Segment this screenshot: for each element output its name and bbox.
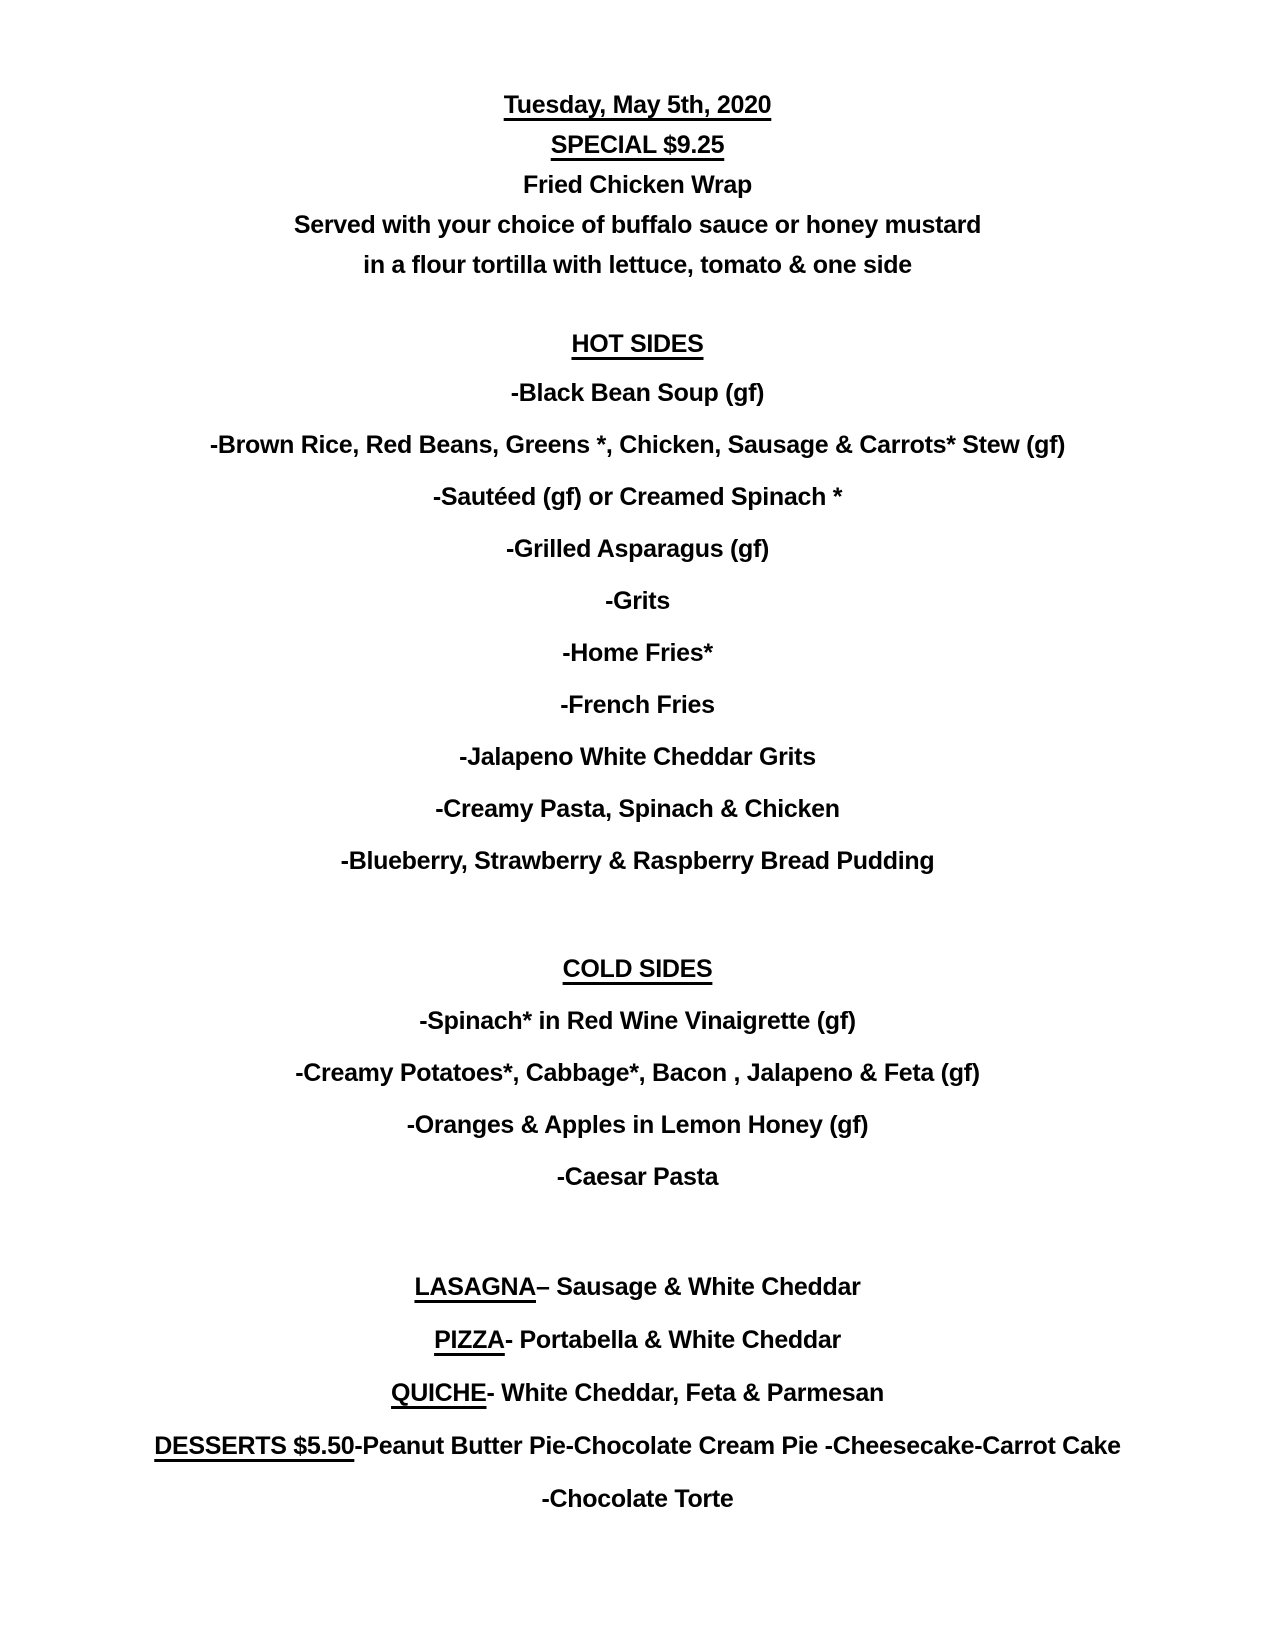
hot-sides-heading-text: HOT SIDES bbox=[571, 330, 704, 358]
cold-sides-heading-text: COLD SIDES bbox=[562, 955, 713, 983]
desserts-extra-item: -Chocolate Torte bbox=[541, 1485, 734, 1513]
spacer bbox=[60, 1203, 1215, 1261]
spacer bbox=[60, 285, 1215, 321]
entree-pizza-label: PIZZA bbox=[434, 1326, 505, 1354]
cold-side-item: -Caesar Pasta bbox=[556, 1163, 719, 1191]
entrees-section bbox=[60, 1261, 1215, 1526]
desserts-label: DESSERTS $5.50 bbox=[154, 1432, 355, 1460]
entree-quiche-label: QUICHE bbox=[391, 1379, 487, 1407]
entree-lasagna-label: LASAGNA bbox=[414, 1273, 536, 1301]
hot-side-item: -Jalapeno White Cheddar Grits bbox=[459, 743, 816, 771]
hot-side-item: -French Fries bbox=[560, 691, 715, 719]
hot-side-item: -Brown Rice, Red Beans, Greens *, Chicken, Sausage & Carrots* Stew (gf) bbox=[209, 431, 1066, 459]
hot-side-item: -Black Bean Soup (gf) bbox=[510, 379, 765, 407]
special-description-line2: in a flour tortilla with lettuce, tomato & one side bbox=[363, 251, 912, 279]
cold-sides-heading bbox=[60, 943, 1215, 995]
menu-header bbox=[60, 85, 1215, 285]
hot-side-item: -Blueberry, Strawberry & Raspberry Bread Pudding bbox=[340, 847, 935, 875]
hot-side-item: -Grits bbox=[605, 587, 670, 615]
spacer bbox=[60, 887, 1215, 943]
cold-side-item: -Oranges & Apples in Lemon Honey (gf) bbox=[406, 1111, 869, 1139]
menu-date-text: Tuesday, May 5th, 2020 bbox=[503, 91, 772, 119]
hot-sides-section bbox=[60, 321, 1215, 887]
entree-pizza-description: - Portabella & White Cheddar bbox=[504, 1326, 841, 1354]
entree-lasagna bbox=[60, 1261, 1215, 1314]
cold-sides-section bbox=[60, 943, 1215, 1203]
entree-quiche bbox=[60, 1367, 1215, 1420]
special-name: Fried Chicken Wrap bbox=[523, 171, 752, 199]
hot-side-item: -Grilled Asparagus (gf) bbox=[505, 535, 770, 563]
entree-lasagna-description: – Sausage & White Cheddar bbox=[535, 1273, 861, 1301]
cold-side-item: -Spinach* in Red Wine Vinaigrette (gf) bbox=[419, 1007, 856, 1035]
special-description-line1: Served with your choice of buffalo sauce or honey mustard bbox=[293, 211, 982, 239]
cold-side-item: -Creamy Potatoes*, Cabbage*, Bacon , Jalapeno & Feta (gf) bbox=[295, 1059, 980, 1087]
menu-date bbox=[60, 85, 1215, 125]
hot-sides-heading bbox=[60, 321, 1215, 367]
hot-side-item: -Creamy Pasta, Spinach & Chicken bbox=[435, 795, 840, 823]
entree-quiche-description: - White Cheddar, Feta & Parmesan bbox=[486, 1379, 884, 1407]
special-price bbox=[60, 125, 1215, 165]
desserts-line bbox=[60, 1420, 1215, 1473]
hot-side-item: -Sautéed (gf) or Creamed Spinach * bbox=[432, 483, 843, 511]
entree-pizza bbox=[60, 1314, 1215, 1367]
special-price-text: SPECIAL $9.25 bbox=[550, 131, 725, 159]
desserts-description: -Peanut Butter Pie-Chocolate Cream Pie -Cheesecake-Carrot Cake bbox=[354, 1432, 1121, 1460]
hot-side-item: -Home Fries* bbox=[562, 639, 713, 667]
